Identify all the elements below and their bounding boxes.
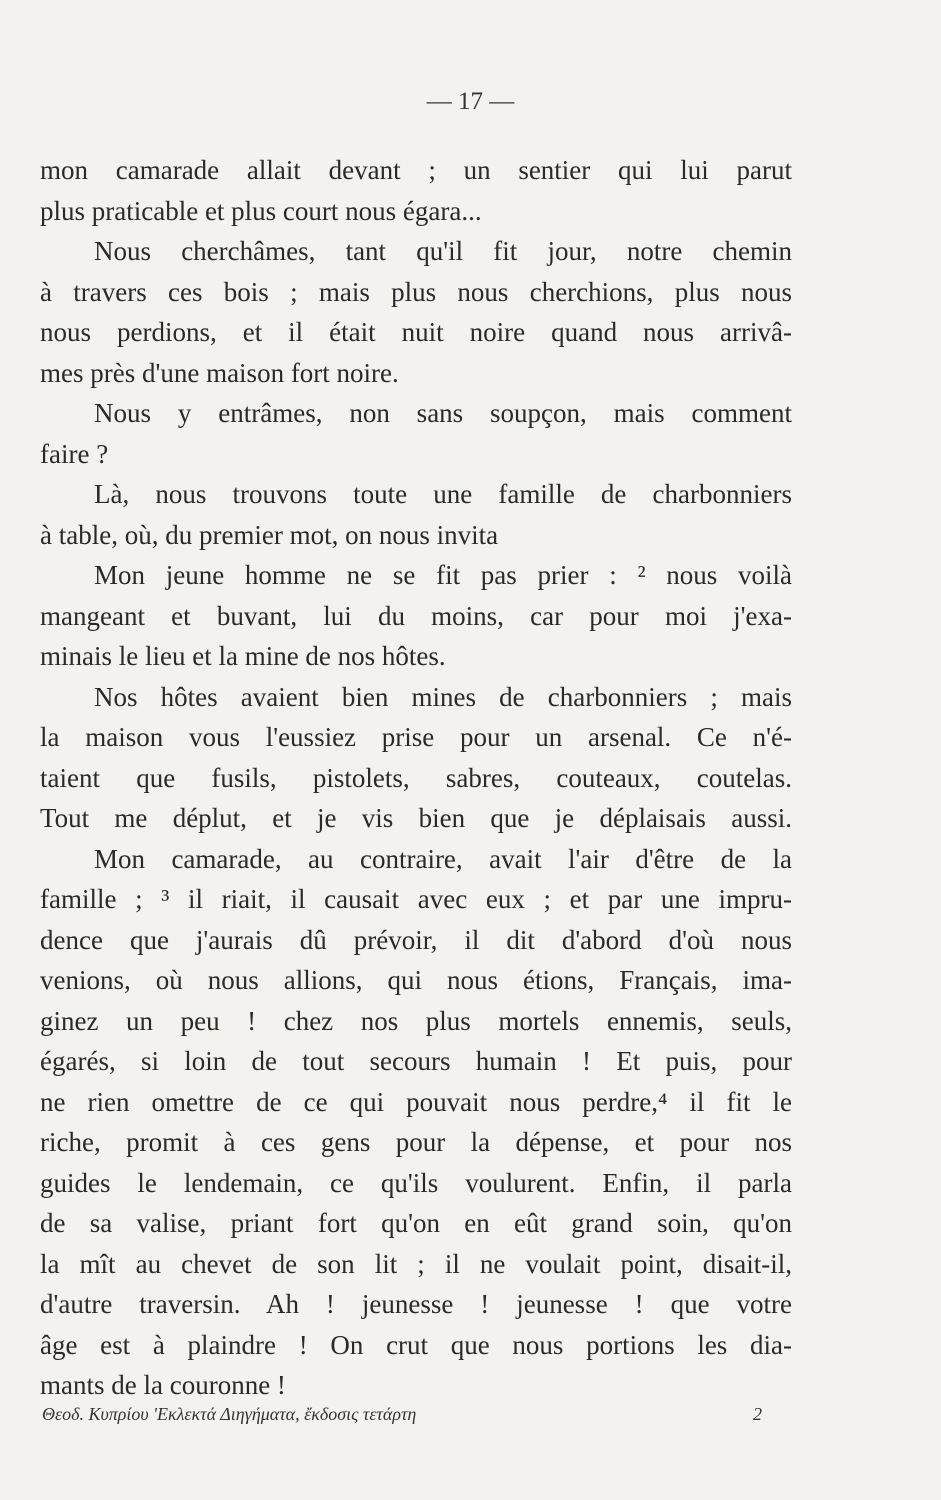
text-line: faire ? bbox=[40, 438, 109, 469]
text-line: Mon jeune homme ne se fit pas prier : ² nous voilà bbox=[94, 560, 792, 590]
text-line: riche, promit à ces gens pour la dépense, et pour nos bbox=[40, 1127, 792, 1157]
body-text bbox=[40, 150, 792, 1406]
text-line: guides le lendemain, ce qu'ils voulurent. Enfin, il parla bbox=[40, 1167, 792, 1198]
text-line: Mon camarade, au contraire, avait l'air d'être de la bbox=[94, 843, 792, 874]
footer-citation: Θεοδ. Κυπρίου 'Εκλεκτά Διηγήματα, ἔκδοσις τετάρτη bbox=[42, 1404, 417, 1424]
text-line: mants de la couronne ! bbox=[40, 1370, 286, 1400]
signature-mark: 2 bbox=[753, 1404, 762, 1424]
text-line: Là, nous trouvons toute une famille de charbonniers bbox=[94, 479, 792, 509]
text-line: la maison vous l'eussiez prise pour un arsenal. Ce n'é- bbox=[40, 722, 792, 752]
text-line: Tout me déplut, et je vis bien que je déplaisais aussi. bbox=[40, 803, 792, 833]
page-number: — 17 — bbox=[426, 88, 515, 115]
text-line: taient que fusils, pistolets, sabres, couteaux, coutelas. bbox=[40, 762, 792, 793]
text-line: plus praticable et plus court nous égara... bbox=[40, 195, 482, 226]
text-line: nous perdions, et il était nuit noire quand nous arrivâ- bbox=[40, 317, 792, 347]
text-line: âge est à plaindre ! On crut que nous portions les dia- bbox=[40, 1329, 792, 1360]
text-line: mon camarade allait devant ; un sentier qui lui parut bbox=[40, 155, 792, 185]
text-line: à table, où, du premier mot, on nous invita bbox=[40, 519, 499, 550]
text-line: égarés, si loin de tout secours humain ! Et puis, pour bbox=[40, 1046, 792, 1076]
text-line: la mît au chevet de son lit ; il ne voulait point, disait-il, bbox=[40, 1248, 792, 1279]
text-line: minais le lieu et la mine de nos hôtes. bbox=[40, 641, 446, 671]
text-line: mes près d'une maison fort noire. bbox=[40, 357, 399, 388]
text-line: ginez un peu ! chez nos plus mortels ennemis, seuls, bbox=[40, 1005, 792, 1036]
text-line: Nous cherchâmes, tant qu'il fit jour, notre chemin bbox=[94, 236, 792, 266]
footer bbox=[42, 1404, 762, 1425]
text-line: dence que j'aurais dû prévoir, il dit d'abord d'où nous bbox=[40, 924, 792, 955]
text-line: d'autre traversin. Ah ! jeunesse ! jeunesse ! que votre bbox=[40, 1289, 792, 1319]
text-line: de sa valise, priant fort qu'on en eût grand soin, qu'on bbox=[40, 1208, 792, 1238]
text-line: mangeant et buvant, lui du moins, car pour moi j'exa- bbox=[40, 600, 792, 631]
text-line: Nos hôtes avaient bien mines de charbonniers ; mais bbox=[94, 681, 792, 712]
text-line: famille ; ³ il riait, il causait avec eux ; et par une impru- bbox=[40, 884, 792, 914]
text-line: ne rien omettre de ce qui pouvait nous perdre,⁴ il fit le bbox=[40, 1086, 792, 1117]
text-line: venions, où nous allions, qui nous étions, Français, ima- bbox=[40, 965, 792, 995]
text-line: à travers ces bois ; mais plus nous cherchions, plus nous bbox=[40, 276, 792, 307]
text-line: Nous y entrâmes, non sans soupçon, mais comment bbox=[94, 398, 792, 428]
